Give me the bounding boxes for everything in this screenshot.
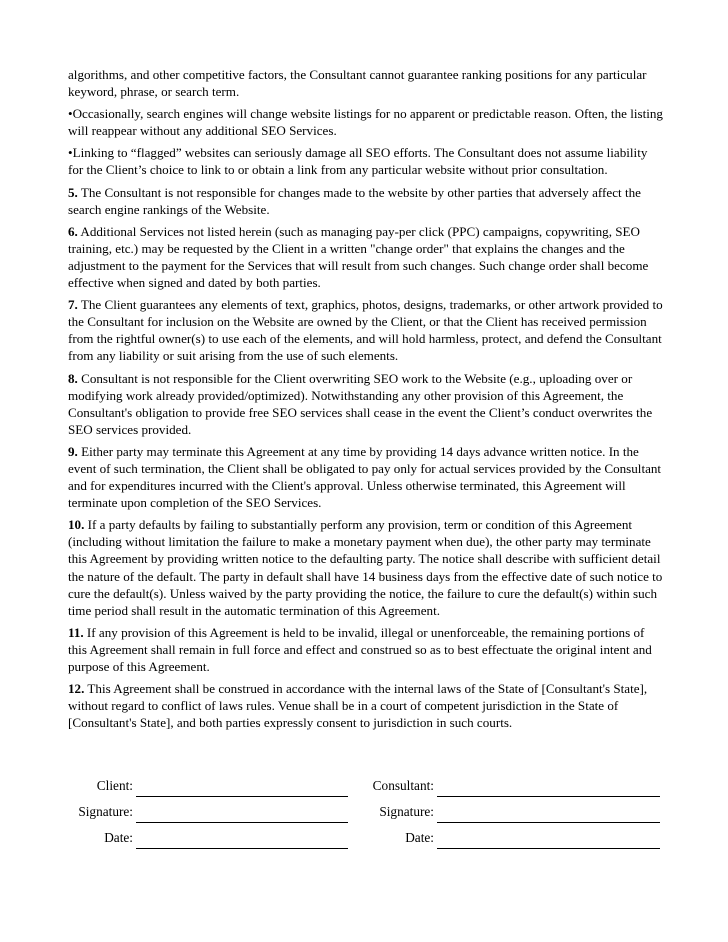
clause-number: 10.: [68, 517, 85, 533]
client-date-label: Date:: [104, 830, 133, 845]
signature-row-signature: [60, 804, 670, 824]
consultant-label: Consultant:: [372, 778, 434, 793]
client-date-line[interactable]: [136, 848, 348, 849]
bullet-flagged-links: •Linking to “flagged” websites can seriously damage all SEO efforts. The Consultant does not assume liability for the Client’s choice to link to or obtain a link from any particular website without prior consultation.: [68, 145, 648, 178]
clause-number: 7.: [68, 297, 78, 313]
clause-10: 10. If a party defaults by failing to substantially perform any provision, term or condition of this Agreement (including without limitation the failure to make a monetary payment when due), the other party may terminate this Agreement by providing written notice to the defaulting party. The notice shall describe with sufficient detail the nature of the default. The party in default shall have 14 business days from the effective date of such notice to cure the default(s). Unless waived by the party providing the notice, the failure to cure the default(s) within such time period shall result in the automatic termination of this Agreement.: [68, 517, 663, 618]
paragraph-intro: algorithms, and other competitive factors, the Consultant cannot guarantee ranking positions for any particular keyword, phrase, or search term.: [68, 67, 647, 100]
clause-number: 12.: [68, 681, 85, 697]
clause-number: 11.: [68, 624, 84, 640]
clause-number: 9.: [68, 443, 78, 459]
consultant-signature-line[interactable]: [437, 822, 660, 823]
clause-9: 9. Either party may terminate this Agreement at any time by providing 14 days advance written notice. In the event of such termination, the Client shall be obligated to pay only for actual services provided by the Consultant and for expenditures incurred with the Client's approval. Unless otherwise terminated, this Agreement will terminate upon completion of the SEO Services.: [68, 443, 662, 511]
consultant-signature-label: Signature:: [379, 804, 434, 819]
signature-row-name: [60, 778, 670, 798]
signature-row-date: [60, 830, 670, 850]
clause-5: 5. The Consultant is not responsible for changes made to the website by other parties that adversely affect the search engine rankings of the Website.: [68, 184, 641, 217]
bullet-listing-changes: •Occasionally, search engines will change website listings for no apparent or predictable reason. Often, the listing will reappear without any additional SEO Services.: [68, 106, 663, 139]
clause-6: 6. Additional Services not listed herein (such as managing pay-per click (PPC) campaigns, copywriting, SEO training, etc.) may be requested by the Client in a written "change order" that explains the changes and the adjustment to the payment for the Services that will result from such changes. Such change order shall become effective when signed and dated by both parties.: [68, 223, 649, 291]
client-label: Client:: [96, 778, 133, 793]
clause-8: 8. Consultant is not responsible for the Client overwriting SEO work to the Website (e.g., uploading over or modifying work already provided/optimized). Notwithstanding any other provision of this Agreement, the Consultant's obligation to provide free SEO services shall cease in the event the Client’s conduct overwrites the SEO services provided.: [68, 370, 653, 437]
client-signature-label: Signature:: [78, 804, 133, 819]
consultant-date-label: Date:: [405, 830, 434, 845]
agreement-body: [68, 66, 664, 736]
clause-11: 11. If any provision of this Agreement is held to be invalid, illegal or unenforceable, the remaining portions of this Agreement shall remain in full force and effect and construed so as to best effectuate the original intent and purpose of this Agreement.: [68, 624, 652, 674]
client-name-line[interactable]: [136, 796, 348, 797]
clause-number: 8.: [68, 370, 78, 386]
clause-12: 12. This Agreement shall be construed in accordance with the internal laws of the State of [Consultant's State], without regard to conflict of laws rules. Venue shall be in a court of competent jurisdiction in the State of [Consultant's State], and both parties expressly consent to jurisdiction in such courts.: [68, 681, 648, 731]
clause-number: 5.: [68, 184, 78, 200]
consultant-date-line[interactable]: [437, 848, 660, 849]
client-signature-line[interactable]: [136, 822, 348, 823]
clause-number: 6.: [68, 223, 78, 239]
consultant-name-line[interactable]: [437, 796, 660, 797]
clause-7: 7. The Client guarantees any elements of text, graphics, photos, designs, trademarks, or other artwork provided to the Consultant for inclusion on the Website are owned by the Client, or that the Client has received permission from the rightful owner(s) to use each of the elements, and will hold harmless, protect, and defend the Consultant from any liability or suit arising from the use of such elements.: [68, 297, 663, 364]
